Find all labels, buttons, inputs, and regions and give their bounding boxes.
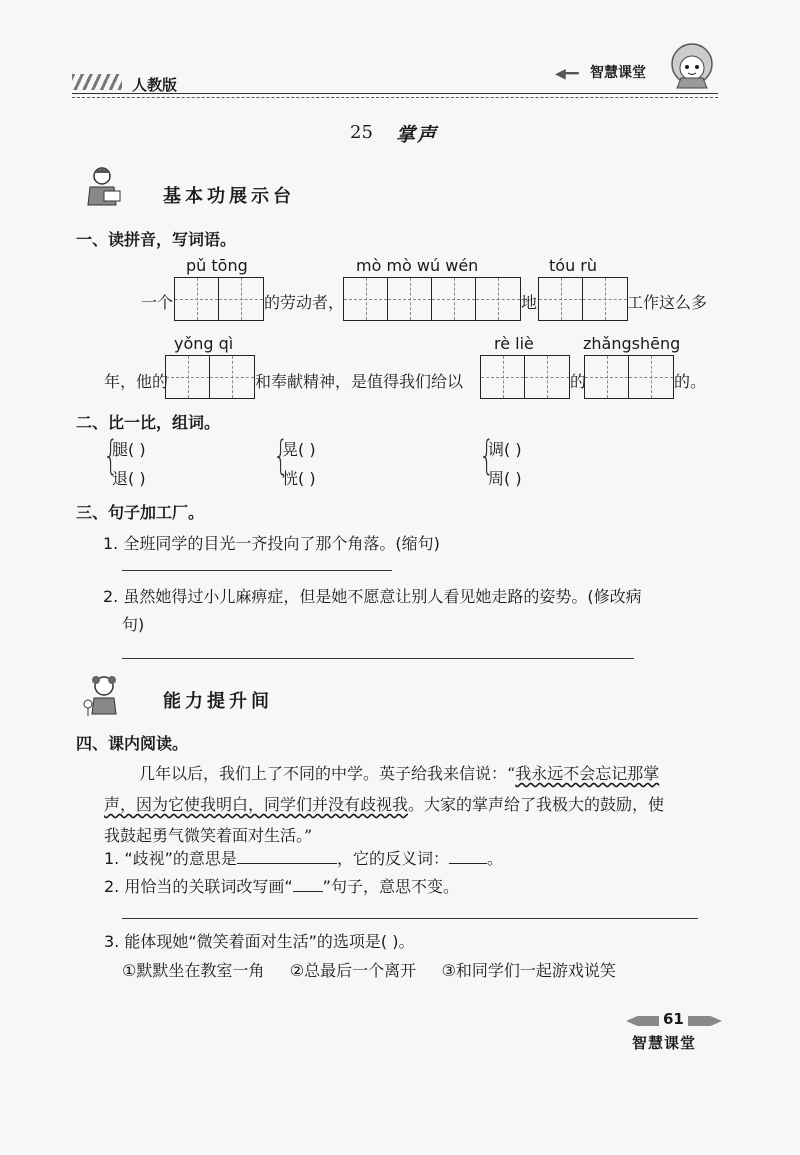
lesson-title: 掌声 bbox=[396, 124, 439, 146]
q4-sub-3: 3. 能体现她“微笑着面对生活”的选项是( )。 bbox=[104, 932, 415, 951]
footer-brand: 智慧课堂 bbox=[632, 1034, 697, 1052]
pair-2-a: 晃( ) bbox=[282, 440, 316, 459]
q4-sub-2-text: 2. 用恰当的关联词改写画“ bbox=[104, 877, 293, 896]
reading-text: 几年以后，我们上了不同的中学。英子给我来信说：“ bbox=[139, 764, 516, 783]
header-stripes bbox=[72, 74, 122, 90]
edition-label: 人教版 bbox=[132, 76, 178, 94]
row2-text-1: 年，他的 bbox=[104, 372, 169, 391]
girl-flower-icon bbox=[80, 672, 126, 718]
writing-grid-zhangsheng[interactable] bbox=[584, 355, 674, 399]
row2-text-2: 和奉献精神，是值得我们给以 bbox=[255, 372, 464, 391]
row2-text-4: 的。 bbox=[674, 372, 707, 391]
pinyin-yongqi: yǒng qì bbox=[174, 334, 234, 353]
pinyin-relie: rè liè bbox=[494, 334, 534, 353]
writing-grid-putong[interactable] bbox=[174, 277, 264, 321]
reading-line-3: 我鼓起勇气微笑着面对生活。” bbox=[104, 826, 313, 845]
header-rule bbox=[72, 93, 718, 94]
q4-sub-1-text: 1. “歧视”的意思是 bbox=[104, 849, 237, 868]
question-4-heading: 四、课内阅读。 bbox=[76, 734, 189, 753]
pinyin-touru: tóu rù bbox=[549, 256, 598, 275]
q4-sub-2 bbox=[104, 874, 459, 897]
q4-sub-1-text: ，它的反义词： bbox=[336, 849, 449, 868]
writing-grid-yongqi[interactable] bbox=[165, 355, 255, 399]
reading-line-1 bbox=[139, 758, 659, 789]
lesson-number: 25 bbox=[350, 122, 373, 143]
row1-text-2: 的劳动者， bbox=[264, 293, 345, 312]
pair-1-b: 退( ) bbox=[112, 469, 146, 488]
q3-item-1: 1. 全班同学的目光一齐投向了那个角落。(缩句) bbox=[103, 534, 440, 553]
row1-text-4: 工作这么多 bbox=[627, 293, 708, 312]
pinyin-putong: pǔ tōng bbox=[186, 256, 248, 275]
pinyin-momowuwen: mò mò wú wén bbox=[356, 256, 479, 275]
pair-3-b: 周( ) bbox=[488, 469, 522, 488]
question-2-heading: 二、比一比，组词。 bbox=[76, 413, 221, 432]
question-1-heading: 一、读拼音，写词语。 bbox=[76, 230, 237, 249]
brace: { bbox=[273, 433, 289, 479]
reading-underlined-text: 我永远不会忘记那掌 bbox=[515, 764, 660, 783]
mascot-girl-icon bbox=[663, 38, 721, 96]
answer-line-3[interactable] bbox=[122, 918, 698, 919]
pair-2-b: 恍( ) bbox=[282, 469, 316, 488]
q4-sub-2-text: ”句子，意思不变。 bbox=[322, 877, 459, 896]
writing-grid-momowuwen[interactable] bbox=[343, 277, 521, 321]
answer-line-2[interactable] bbox=[122, 658, 634, 659]
page-number: 61 bbox=[659, 1010, 688, 1028]
section-title-ability: 能力提升间 bbox=[163, 691, 273, 712]
reading-boy-icon bbox=[80, 165, 126, 211]
answer-line-1[interactable] bbox=[122, 570, 392, 571]
q3-item-2-line2: 句) bbox=[122, 615, 145, 634]
row1-text-3: 地 bbox=[521, 293, 538, 312]
brace: { bbox=[103, 433, 119, 479]
reading-underlined-text: 声，因为它使我明白，同学们并没有歧视我 bbox=[104, 795, 409, 814]
section-title-basic: 基本功展示台 bbox=[163, 186, 295, 207]
q3-item-2-line1: 2. 虽然她得过小儿麻痹症，但是她不愿意让别人看见她走路的姿势。(修改病 bbox=[103, 587, 642, 606]
pinyin-zhangsheng: zhǎngshēng bbox=[583, 334, 681, 353]
arrow-icon: ◀━━ bbox=[555, 66, 577, 82]
header-brand: 智慧课堂 bbox=[590, 65, 646, 81]
reading-text: 。大家的掌声给了我极大的鼓励，使 bbox=[408, 795, 665, 814]
answer-blank[interactable] bbox=[237, 846, 337, 864]
reading-line-2 bbox=[104, 789, 664, 820]
q4-sub-1-text: 。 bbox=[486, 849, 503, 868]
answer-blank[interactable] bbox=[449, 846, 487, 864]
pair-1-a: 腿( ) bbox=[112, 440, 146, 459]
writing-grid-touru[interactable] bbox=[538, 277, 628, 321]
underline-marker bbox=[293, 874, 323, 892]
header-rule-dashed bbox=[72, 97, 718, 98]
question-3-heading: 三、句子加工厂。 bbox=[76, 503, 205, 522]
q4-sub-1 bbox=[104, 846, 503, 869]
writing-grid-relie[interactable] bbox=[480, 355, 570, 399]
row2-text-3: 的 bbox=[570, 372, 587, 391]
q4-options: ①默默坐在教室一角 ②总最后一个离开 ③和同学们一起游戏说笑 bbox=[122, 961, 616, 980]
row1-text-1: 一个 bbox=[141, 293, 174, 312]
pair-3-a: 调( ) bbox=[488, 440, 522, 459]
brace: { bbox=[479, 433, 495, 479]
